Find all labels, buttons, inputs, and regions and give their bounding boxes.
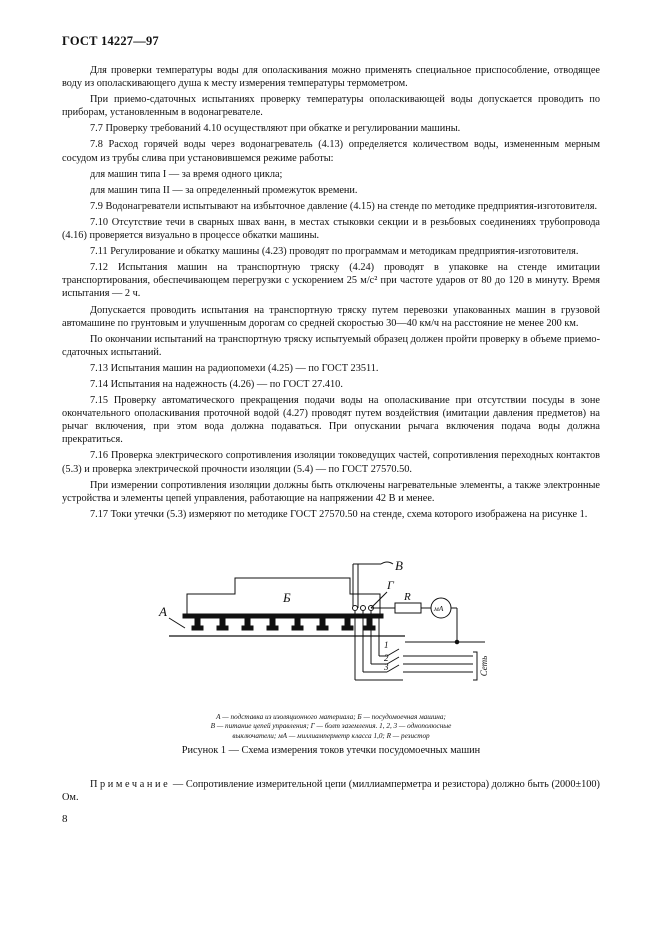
figure-caption: Рисунок 1 — Схема измерения токов утечки посудомоечных машин [181,745,481,756]
label-a: А [159,604,167,619]
label-r: R [404,591,411,603]
body-text [62,64,600,524]
label-g: Г [387,578,394,592]
paragraph-7-9: 7.9 Водонагреватели испытывают на избыточное давление (4.15) на стенде по методике предприятия-изготовителя. [90,200,598,212]
label-switch-1: 1 [384,640,389,650]
paragraph: Допускается проводить испытания на транспортную тряску путем перевозки упакованных машин в грузовой автомашине по грунтовым и улучшенным дорогам со средней скоростью 30—40 км/ч на расстояние не менее 200 км. [62,304,600,329]
document-header: ГОСТ 14227—97 [62,34,159,48]
label-b: Б [283,590,291,605]
paragraph-7-8: 7.8 Расход горячей воды через водонагреватель (4.13) определяется количеством воды, измененным мерным сосудом из трубы слива при установившемся режиме работы: [62,139,600,164]
label-switch-2: 2 [384,653,389,663]
legend-line: А — подставка из изоляционного материала; Б — посудомоечная машина; [216,713,446,721]
paragraph-7-14: 7.14 Испытания на надежность (4.26) — по ГОСТ 27.410. [90,378,343,390]
paragraph-7-11: 7.11 Регулирование и обкатку машины (4.23) проводят по программам и методикам предприятия-изготовителя. [90,246,579,258]
note-text: — Сопротивление измерительной цепи (миллиамперметра и резистора) должно быть (2000±100) Ом. [62,779,600,804]
page-number: 8 [62,813,68,825]
paragraph: При приемо-сдаточных испытаниях проверку температуры ополаскивающей воды допускается проводить по приборам, установленным в водонагревателе. [62,94,600,119]
note [62,778,600,804]
paragraph-7-7: 7.7 Проверку требований 4.10 осуществляют при обкатке и регулировании машины. [90,123,461,135]
paragraph-7-15: 7.15 Проверку автоматического прекращения подачи воды на ополаскивание при отсутствии посуды в зоне окончательного ополаскивания проточной водой (4.27) проводят путем воздействия (имитации давления предметов) на рычаг включения, при этом вода должна подаваться. При опускании рычага включения подача воды должна прекратиться. [62,395,600,446]
legend-line: В — питание цепей управления; Г — болт заземления. 1, 2, 3 — однополюсные [210,722,452,731]
legend-line: выключатели; мА — миллиамперметр класса 1,0; R — резистор [232,731,430,740]
label-switch-3: 3 [384,662,389,672]
label-net: Сеть [479,655,489,677]
paragraph: При измерении сопротивления изоляции должны быть отключены нагревательные элементы, а также электронные устройства и элементы цепей управления, работающие на напряжении 42 В и менее. [62,479,600,504]
paragraph-7-16: 7.16 Проверка электрического сопротивления изоляции токоведущих частей, сопротивления переходных контактов (5.3) и проверка электрической прочности изоляции (5.4) — по ГОСТ 27570.50. [62,450,600,475]
paragraph-7-17: 7.17 Токи утечки (5.3) измеряют по методике ГОСТ 27570.50 на стенде, схема которого изображена на рисунке 1. [90,508,588,520]
circuit-diagram [155,556,515,706]
note-label: Примечание [90,779,171,790]
label-v: В [395,558,403,573]
paragraph: По окончании испытаний на транспортную тряску испытуемый образец должен пройти проверку в объеме приемо-сдаточных испытаний. [62,333,600,358]
figure-legend [150,713,512,741]
paragraph-7-10: 7.10 Отсутствие течи в сварных швах ванн, в местах стыковки секции и в резьбовых соединениях трубопровода (4.16) проверяется визуально в процессе обкатки машины. [62,216,600,242]
label-ma: мА [434,604,444,613]
paragraph: для машин типа II — за определенный промежуток времени. [90,184,358,196]
paragraph-7-13: 7.13 Испытания машин на радиопомехи (4.25) — по ГОСТ 23511. [90,362,379,374]
paragraph: Для проверки температуры воды для ополаскивания можно применять специальное приспособление, отводящее воду из ополаскивающего душа к месту измерения температуры термометром. [62,65,600,90]
paragraph: для машин типа I — за время одного цикла; [90,168,283,180]
paragraph-7-12: 7.12 Испытания машин на транспортную тряску (4.24) проводят в упаковке на стенде имитации транспортирования, обеспечивающем перегрузки с ускорением 25 м/с² при частоте ударов от 80 до 120 в минуту. Время испытания — 2 ч. [62,262,600,300]
